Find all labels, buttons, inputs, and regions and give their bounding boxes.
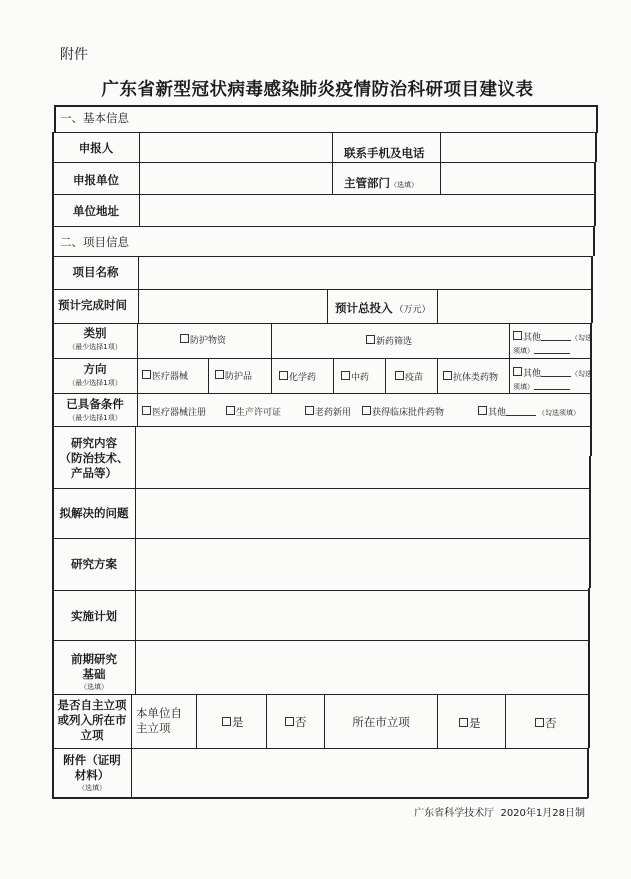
invest-unit-note: （万元） <box>394 305 431 315</box>
city-project-no[interactable]: 否 <box>535 716 557 730</box>
direction-option-medical-device[interactable]: 医疗器械 <box>142 370 188 384</box>
checkbox-icon <box>535 718 544 727</box>
direction-option-protective[interactable]: 防护品 <box>215 370 252 384</box>
direction-option-tcm[interactable]: 中药 <box>341 371 369 385</box>
project-name-label: 项目名称 <box>72 265 119 279</box>
attachment-label: 附件（证明 材料） （选填） <box>63 753 121 792</box>
schedule-field[interactable] <box>137 592 587 639</box>
checkbox-icon <box>443 371 452 380</box>
direction-other-hint2: 须填） <box>513 380 570 394</box>
checkbox-icon <box>341 371 350 380</box>
research-content-field[interactable] <box>137 428 589 487</box>
conditions-hint: （最少选择1项） <box>68 414 122 422</box>
checkbox-icon <box>142 406 151 415</box>
address-label: 单位地址 <box>73 204 119 218</box>
project-name-field[interactable] <box>140 258 590 288</box>
form-title: 广东省新型冠状病毒感染肺炎疫情防治科研项目建议表 <box>101 80 534 100</box>
city-project-yes[interactable]: 是 <box>459 716 481 730</box>
category-label: 类别 <box>83 326 107 340</box>
condition-option-repurposing[interactable]: 老药新用 <box>305 406 351 420</box>
checkbox-icon <box>180 334 189 343</box>
category-option-other[interactable]: 其他 （勾选 <box>513 331 592 345</box>
checkbox-icon <box>362 406 371 415</box>
direction-option-other[interactable]: 其他 （勾选 <box>513 367 592 381</box>
section-project-info: 二、项目信息 <box>60 235 129 249</box>
self-project-label: 是否自主立项 或列入所在市 立项 <box>57 698 127 742</box>
unit-self-project-no[interactable]: 否 <box>285 715 307 729</box>
checkbox-icon <box>142 370 151 379</box>
checkbox-icon <box>305 406 314 415</box>
fill-line <box>534 380 570 390</box>
section-basic-info: 一、基本信息 <box>60 111 129 125</box>
checkbox-icon <box>478 406 487 415</box>
checkbox-icon <box>215 370 224 379</box>
attachment-field[interactable] <box>133 750 586 796</box>
invest-field[interactable] <box>439 291 589 322</box>
category-option-protective[interactable]: 防护物资 <box>180 334 226 348</box>
checkbox-icon <box>366 335 375 344</box>
footer-issuer: 广东省科学技术厅 <box>414 808 495 819</box>
direction-option-chemical[interactable]: 化学药 <box>279 371 316 385</box>
address-field[interactable] <box>141 196 593 225</box>
checkbox-icon <box>395 371 404 380</box>
fill-line <box>534 344 570 354</box>
fill-line <box>506 406 536 416</box>
schedule-label: 实施计划 <box>71 609 117 623</box>
checkbox-icon <box>285 717 294 726</box>
unit-label: 申报单位 <box>73 173 119 187</box>
checkbox-icon <box>513 367 522 376</box>
fill-line <box>541 367 571 377</box>
plan-label: 研究方案 <box>71 557 117 571</box>
prior-research-field[interactable] <box>137 642 587 693</box>
direction-label: 方向 <box>83 362 107 376</box>
unit-field[interactable] <box>141 164 331 193</box>
fill-line <box>541 331 571 341</box>
direction-option-vaccine[interactable]: 疫苗 <box>395 371 423 385</box>
annex-label: 附件 <box>60 47 88 63</box>
category-option-new-drug[interactable]: 新药筛选 <box>366 335 412 349</box>
plan-field[interactable] <box>137 540 588 589</box>
direction-hint: （最少选择1项） <box>68 379 122 387</box>
problem-label: 拟解决的问题 <box>59 506 129 520</box>
checkbox-icon <box>513 331 522 340</box>
invest-label: 预计总投入 （万元） <box>335 301 431 315</box>
condition-option-other[interactable]: 其他 （勾选须填） <box>478 406 580 420</box>
city-project-label: 所在市立项 <box>352 715 410 729</box>
checkbox-icon <box>226 406 235 415</box>
unit-self-project-label: 本单位自 主立项 <box>136 706 182 735</box>
unit-self-project-yes[interactable]: 是 <box>222 715 244 729</box>
problem-field[interactable] <box>137 490 588 537</box>
dept-field[interactable] <box>442 164 594 193</box>
dept-label: 主管部门（选填） <box>344 176 418 190</box>
prior-research-label: 前期研究 基础 （选填） <box>71 652 117 691</box>
conditions-label: 已具备条件 <box>66 397 124 411</box>
checkbox-icon <box>222 717 231 726</box>
condition-option-device-registration[interactable]: 医疗器械注册 <box>142 406 206 420</box>
applicant-label: 申报人 <box>78 141 114 155</box>
footer-date: 2020年1月28日制 <box>500 808 585 819</box>
category-hint: （最少选择1项） <box>68 343 122 351</box>
dept-optional-note: （选填） <box>390 181 418 189</box>
condition-option-production-license[interactable]: 生产许可证 <box>226 406 281 420</box>
footer <box>414 804 585 819</box>
category-other-hint2: 须填） <box>513 344 570 358</box>
applicant-field[interactable] <box>141 134 331 161</box>
condition-option-clinical-approval[interactable]: 获得临床批件药物 <box>362 406 444 420</box>
checkbox-icon <box>459 718 468 727</box>
phone-label: 联系手机及电话 <box>344 146 425 160</box>
research-content-label: 研究内容 （防治技术、 产品等） <box>59 436 129 480</box>
checkbox-icon <box>279 371 288 380</box>
phone-field[interactable] <box>442 134 594 161</box>
finish-time-field[interactable] <box>140 291 326 322</box>
direction-option-antibody[interactable]: 抗体类药物 <box>443 371 498 385</box>
finish-time-label: 预计完成时间 <box>58 298 127 312</box>
